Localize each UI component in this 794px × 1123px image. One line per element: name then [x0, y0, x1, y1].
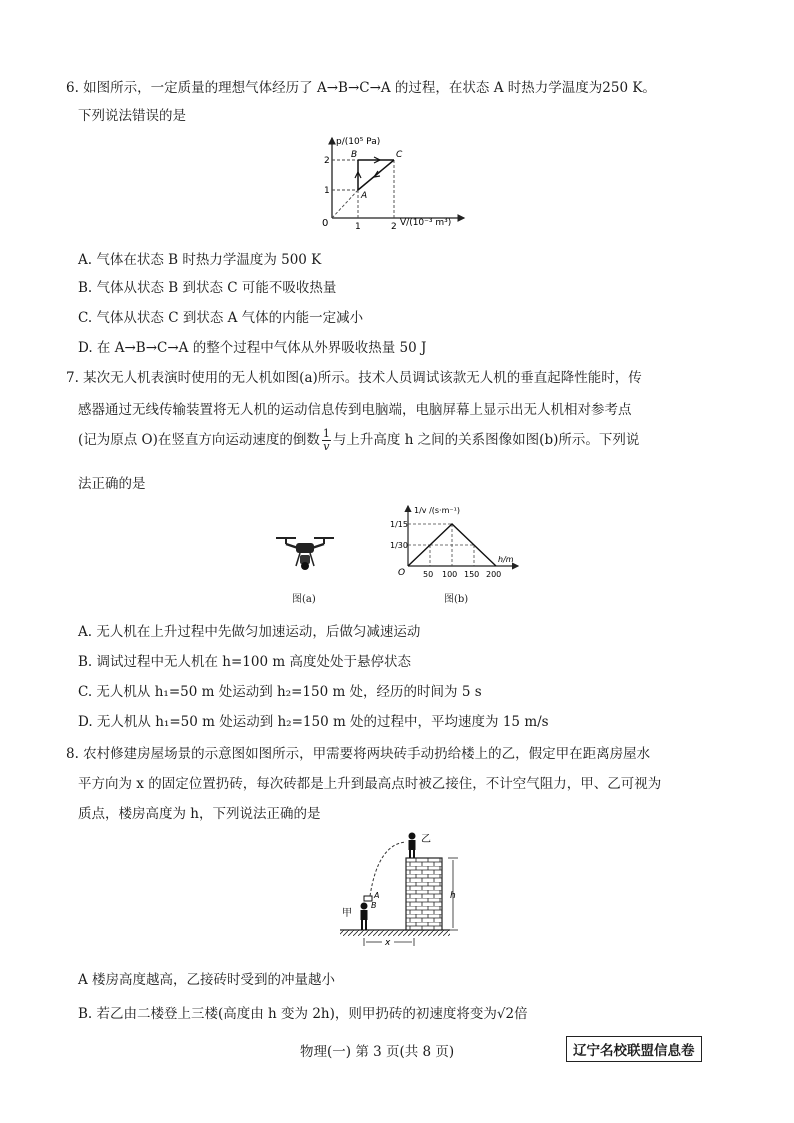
q8-option-a: A 楼房高度越高，乙接砖时受到的冲量越小: [78, 972, 336, 988]
q7-stem-4: 法正确的是: [78, 476, 146, 492]
q8-stem-3: 质点，楼房高度为 h，下列说法正确的是: [78, 806, 321, 822]
source-badge: 辽宁名校联盟信息卷: [566, 1036, 702, 1062]
person-yi: [409, 833, 416, 859]
x-axis-label: h/m: [498, 555, 514, 564]
origin-label: O: [398, 568, 406, 578]
distance-label: x: [385, 938, 391, 948]
x-tick-100: 100: [442, 570, 458, 579]
origin-label: 0: [322, 218, 329, 229]
fig-a-caption: 图(a): [292, 594, 316, 605]
x-tick-200: 200: [486, 570, 502, 579]
reciprocal-v-fraction: $\frac{1}{v}$: [322, 427, 330, 453]
x-tick-150: 150: [464, 570, 480, 579]
q7-option-a: A. 无人机在上升过程中先做匀加速运动，后做匀减速运动: [78, 624, 421, 640]
person-jia: [361, 903, 368, 931]
q6-option-d: D. 在 A→B→C→A 的整个过程中气体从外界吸收热量 50 J: [78, 340, 427, 356]
q7-reciprocal-graph: [390, 502, 525, 580]
drone-figure: [270, 528, 340, 580]
y-tick-1: 1: [324, 186, 330, 196]
q7-stem-1: 7. 某次无人机表演时使用的无人机如图(a)所示。技术人员调试该款无人机的垂直起降性能时，传: [66, 370, 642, 386]
q6-pv-graph: [312, 132, 472, 232]
q8-building-figure: [338, 826, 478, 954]
q8-stem-1: 8. 农村修建房屋场景的示意图如图所示，甲需要将两块砖手动扔给楼上的乙，假定甲在距离房屋水: [66, 746, 651, 762]
x-axis-label: V/(10⁻³ m³): [400, 218, 452, 228]
label-jia: 甲: [342, 908, 352, 919]
height-label: h: [450, 891, 456, 901]
x-tick-1: 1: [355, 222, 361, 232]
y-axis-label: p/(10⁵ Pa): [336, 137, 381, 147]
q8-stem-2: 平方向为 x 的固定位置扔砖，每次砖都是上升到最高点时被乙接住，不计空气阻力，甲、乙可视为: [78, 776, 662, 792]
q7-option-c: C. 无人机从 h₁=50 m 处运动到 h₂=150 m 处，经历的时间为 5 s: [78, 684, 482, 700]
point-b-label: B: [351, 150, 358, 160]
point-a-label: A: [361, 191, 368, 201]
q7-stem-3: (记为原点 O)在竖直方向运动速度的倒数 $\frac{1}{v}$ 与上升高度 h 之间的关系图像如图(b)所示。下列说: [78, 427, 640, 453]
x-tick-2: 2: [391, 222, 397, 232]
x-tick-50: 50: [423, 570, 434, 579]
q6-option-c: C. 气体从状态 C 到状态 A 气体的内能一定减小: [78, 310, 364, 326]
label-a: A: [374, 891, 380, 900]
q7-option-d: D. 无人机从 h₁=50 m 处运动到 h₂=150 m 处的过程中，平均速度为 15 m/s: [78, 714, 549, 730]
y-tick-2: 2: [324, 156, 330, 166]
q6-option-b: B. 气体从状态 B 到状态 C 可能不吸收热量: [78, 280, 337, 296]
brick-building: [406, 858, 442, 930]
q6-stem: 6. 如图所示，一定质量的理想气体经历了 A→B→C→A 的过程，在状态 A 时热力学温度为250 K。: [66, 80, 656, 96]
fig-b-caption: 图(b): [444, 594, 469, 605]
trajectory: [370, 842, 406, 896]
q6-option-a: A. 气体在状态 B 时热力学温度为 500 K: [78, 252, 322, 268]
q6-stem-2: 下列说法错误的是: [78, 108, 186, 124]
q7-option-b: B. 调试过程中无人机在 h=100 m 高度处处于悬停状态: [78, 654, 411, 670]
point-c-label: C: [396, 150, 403, 160]
y-tick-1-30: 1/30: [390, 541, 408, 550]
page-footer: 物理(一) 第 3 页(共 8 页): [300, 1044, 455, 1060]
label-yi: 乙: [421, 834, 431, 845]
q7-stem-2: 感器通过无线传输装置将无人机的运动信息传到电脑端，电脑屏幕上显示出无人机相对参考点: [78, 402, 632, 418]
q8-option-b: B. 若乙由二楼登上三楼(高度由 h 变为 2h)，则甲扔砖的初速度将变为√2倍: [78, 1006, 528, 1022]
y-tick-1-15: 1/15: [390, 520, 408, 529]
label-b: B: [371, 901, 377, 910]
y-axis-label: 1/v /(s·m⁻¹): [414, 506, 460, 515]
